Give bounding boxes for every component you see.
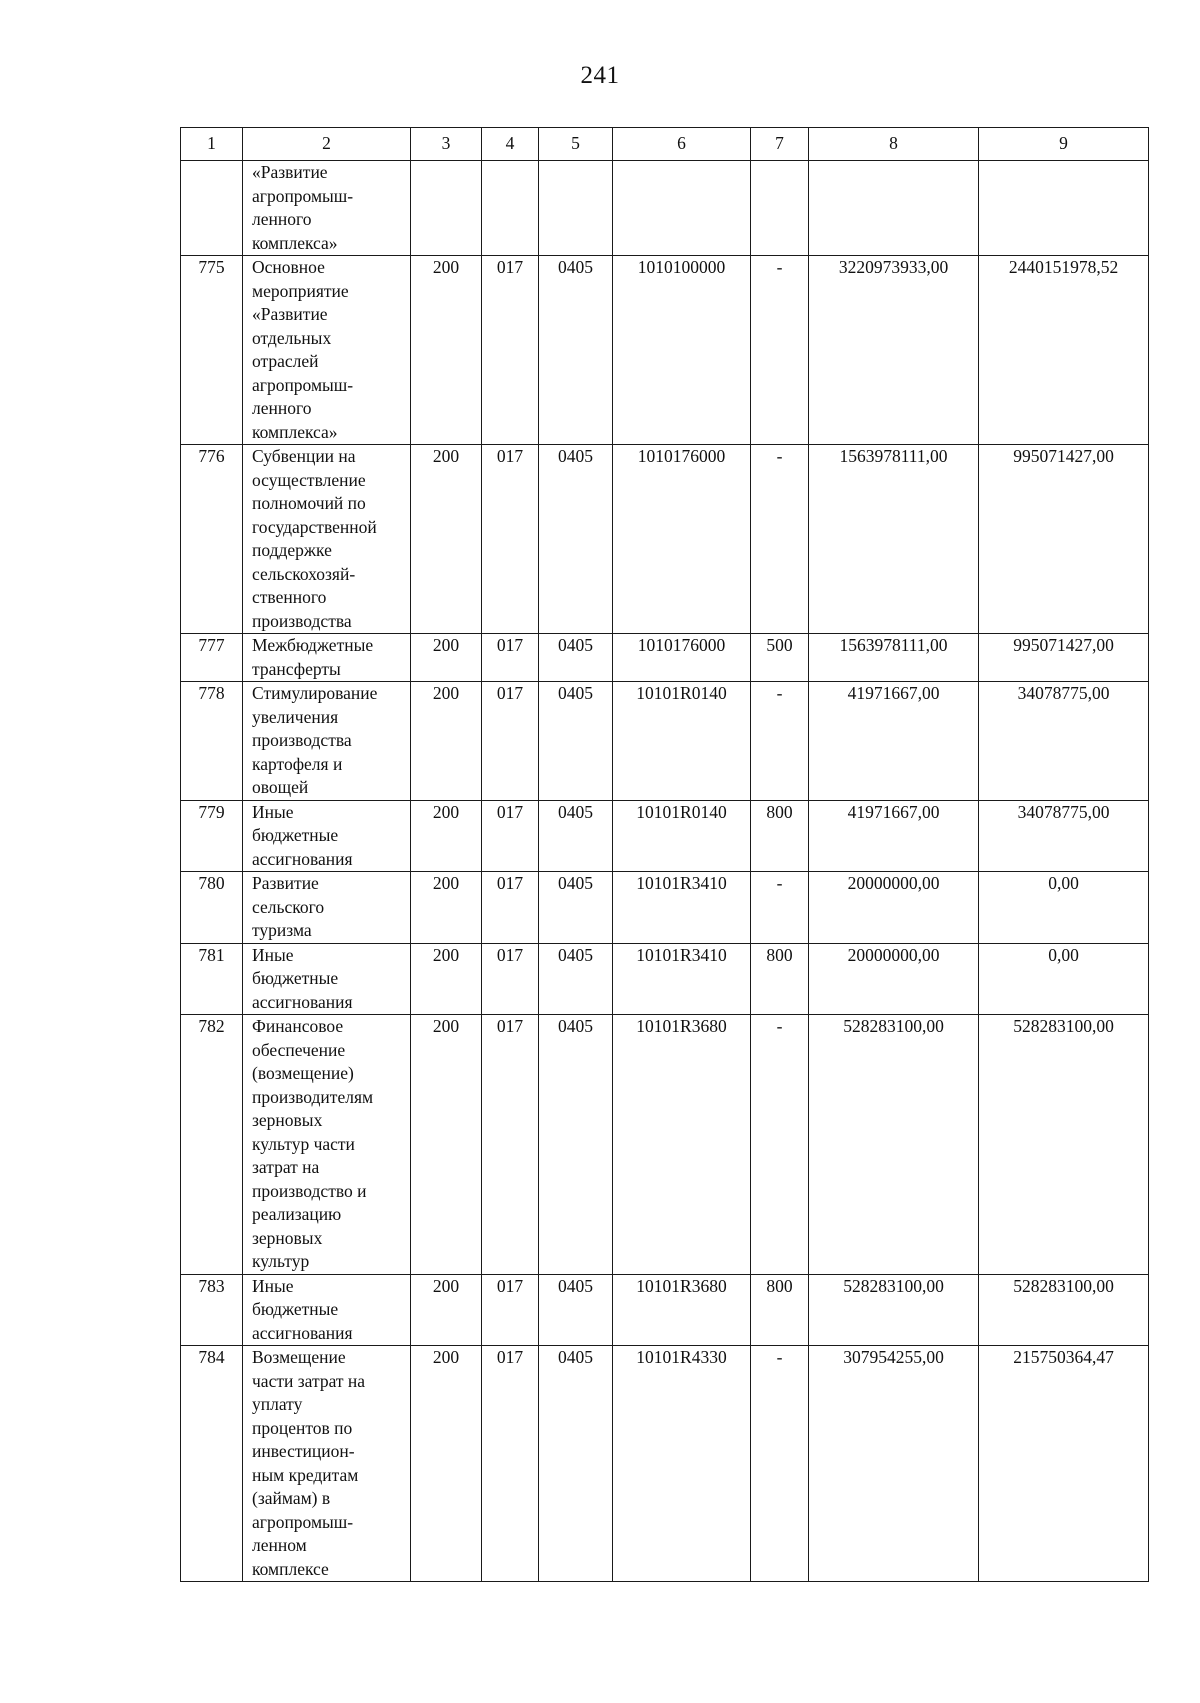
table-cell-col-4: 017 xyxy=(482,800,539,872)
table-cell-col-1: 782 xyxy=(181,1015,243,1275)
table-cell-col-8: 41971667,00 xyxy=(809,682,979,801)
table-cell-col-2: Основное мероприятие «Развитие отдельных отраслей агропромыш- ленного комплекса» xyxy=(243,256,411,445)
table-cell-col-1: 781 xyxy=(181,943,243,1015)
table-cell-col-8: 1563978111,00 xyxy=(809,445,979,634)
column-header: 2 xyxy=(243,128,411,161)
table-cell-col-7: - xyxy=(751,1346,809,1582)
table-cell-col-8: 41971667,00 xyxy=(809,800,979,872)
table-row xyxy=(181,1346,1149,1582)
table-cell-col-3: 200 xyxy=(411,943,482,1015)
table-row xyxy=(181,800,1149,872)
table-cell-col-6: 10101R3680 xyxy=(613,1015,751,1275)
table-cell-col-3: 200 xyxy=(411,1274,482,1346)
column-header: 6 xyxy=(613,128,751,161)
table-cell-col-9: 995071427,00 xyxy=(979,634,1149,682)
table-cell-col-8 xyxy=(809,161,979,256)
table-cell-col-1: 778 xyxy=(181,682,243,801)
table-cell-col-3: 200 xyxy=(411,445,482,634)
table-cell-col-5: 0405 xyxy=(539,1274,613,1346)
table-cell-col-4: 017 xyxy=(482,445,539,634)
table-cell-col-2: Иные бюджетные ассигнования xyxy=(243,800,411,872)
table-cell-col-6: 10101R0140 xyxy=(613,682,751,801)
table-cell-col-4 xyxy=(482,161,539,256)
table-cell-col-4: 017 xyxy=(482,872,539,944)
table-cell-col-6: 1010176000 xyxy=(613,634,751,682)
table-cell-col-9: 0,00 xyxy=(979,872,1149,944)
column-header: 4 xyxy=(482,128,539,161)
table-cell-col-5 xyxy=(539,161,613,256)
table-cell-col-1: 775 xyxy=(181,256,243,445)
table-cell-col-7 xyxy=(751,161,809,256)
table-cell-col-5: 0405 xyxy=(539,872,613,944)
table-cell-col-6: 10101R3410 xyxy=(613,943,751,1015)
table-cell-col-9: 0,00 xyxy=(979,943,1149,1015)
table-cell-col-2: Стимулирование увеличения производства картофеля и овощей xyxy=(243,682,411,801)
table-cell-col-5: 0405 xyxy=(539,634,613,682)
table-cell-col-9: 2440151978,52 xyxy=(979,256,1149,445)
table-cell-col-1: 777 xyxy=(181,634,243,682)
table-cell-col-3: 200 xyxy=(411,1015,482,1275)
table-cell-col-7: 800 xyxy=(751,800,809,872)
table-cell-col-5: 0405 xyxy=(539,943,613,1015)
table-row xyxy=(181,872,1149,944)
table-cell-col-2: Иные бюджетные ассигнования xyxy=(243,1274,411,1346)
table-cell-col-8: 528283100,00 xyxy=(809,1274,979,1346)
column-header: 3 xyxy=(411,128,482,161)
table-cell-col-3: 200 xyxy=(411,800,482,872)
table-cell-col-2: Иные бюджетные ассигнования xyxy=(243,943,411,1015)
table-cell-col-9: 528283100,00 xyxy=(979,1015,1149,1275)
table-cell-col-2: Субвенции на осуществление полномочий по государственной поддержке сельскохозяй- ственного производства xyxy=(243,445,411,634)
table-cell-col-2: Возмещение части затрат на уплату процентов по инвестицион- ным кредитам (займам) в агропромыш- ленном комплексе xyxy=(243,1346,411,1582)
table-cell-col-9: 34078775,00 xyxy=(979,800,1149,872)
table-cell-col-1: 784 xyxy=(181,1346,243,1582)
table-cell-col-7: - xyxy=(751,682,809,801)
table-cell-col-8: 307954255,00 xyxy=(809,1346,979,1582)
table-cell-col-7: 800 xyxy=(751,1274,809,1346)
table-cell-col-9: 34078775,00 xyxy=(979,682,1149,801)
table-cell-col-8: 3220973933,00 xyxy=(809,256,979,445)
table-cell-col-9: 995071427,00 xyxy=(979,445,1149,634)
table-cell-col-4: 017 xyxy=(482,1346,539,1582)
table-cell-col-3: 200 xyxy=(411,1346,482,1582)
column-header: 9 xyxy=(979,128,1149,161)
table-cell-col-5: 0405 xyxy=(539,445,613,634)
table-cell-col-8: 20000000,00 xyxy=(809,872,979,944)
table-cell-col-9 xyxy=(979,161,1149,256)
table-cell-col-9: 215750364,47 xyxy=(979,1346,1149,1582)
table-cell-col-5: 0405 xyxy=(539,256,613,445)
table-row xyxy=(181,161,1149,256)
table-cell-col-8: 1563978111,00 xyxy=(809,634,979,682)
table-cell-col-8: 528283100,00 xyxy=(809,1015,979,1275)
table-cell-col-4: 017 xyxy=(482,1015,539,1275)
table-cell-col-6: 10101R0140 xyxy=(613,800,751,872)
column-header: 1 xyxy=(181,128,243,161)
table-cell-col-2: «Развитие агропромыш- ленного комплекса» xyxy=(243,161,411,256)
table-row xyxy=(181,682,1149,801)
page-number: 241 xyxy=(580,62,620,89)
table-cell-col-7: - xyxy=(751,1015,809,1275)
table-cell-col-7: 500 xyxy=(751,634,809,682)
table-cell-col-5: 0405 xyxy=(539,800,613,872)
table-cell-col-1: 779 xyxy=(181,800,243,872)
column-header: 7 xyxy=(751,128,809,161)
table-cell-col-7: 800 xyxy=(751,943,809,1015)
table-cell-col-1: 776 xyxy=(181,445,243,634)
table-row xyxy=(181,1015,1149,1275)
table-row xyxy=(181,943,1149,1015)
table-cell-col-3 xyxy=(411,161,482,256)
table-cell-col-6: 10101R3410 xyxy=(613,872,751,944)
table-cell-col-8: 20000000,00 xyxy=(809,943,979,1015)
table-header-row xyxy=(181,128,1149,161)
table-cell-col-2: Развитие сельского туризма xyxy=(243,872,411,944)
table-row xyxy=(181,256,1149,445)
table-cell-col-6: 1010176000 xyxy=(613,445,751,634)
column-header: 5 xyxy=(539,128,613,161)
table-row xyxy=(181,634,1149,682)
table-cell-col-7: - xyxy=(751,256,809,445)
budget-table xyxy=(180,127,1149,1582)
table-cell-col-4: 017 xyxy=(482,256,539,445)
table-cell-col-5: 0405 xyxy=(539,682,613,801)
table-row xyxy=(181,445,1149,634)
table-cell-col-4: 017 xyxy=(482,1274,539,1346)
table-cell-col-4: 017 xyxy=(482,682,539,801)
table-cell-col-1: 780 xyxy=(181,872,243,944)
table-cell-col-3: 200 xyxy=(411,872,482,944)
table-cell-col-6: 10101R4330 xyxy=(613,1346,751,1582)
table-cell-col-3: 200 xyxy=(411,256,482,445)
table-cell-col-3: 200 xyxy=(411,634,482,682)
table-cell-col-1 xyxy=(181,161,243,256)
table-cell-col-6 xyxy=(613,161,751,256)
table-cell-col-6: 1010100000 xyxy=(613,256,751,445)
table-cell-col-4: 017 xyxy=(482,943,539,1015)
table-cell-col-7: - xyxy=(751,445,809,634)
table-cell-col-7: - xyxy=(751,872,809,944)
table-cell-col-1: 783 xyxy=(181,1274,243,1346)
table-cell-col-5: 0405 xyxy=(539,1346,613,1582)
table-cell-col-3: 200 xyxy=(411,682,482,801)
table-cell-col-6: 10101R3680 xyxy=(613,1274,751,1346)
table-cell-col-2: Межбюджетные трансферты xyxy=(243,634,411,682)
column-header: 8 xyxy=(809,128,979,161)
table-cell-col-5: 0405 xyxy=(539,1015,613,1275)
table-row xyxy=(181,1274,1149,1346)
table-cell-col-2: Финансовое обеспечение (возмещение) производителям зерновых культур части затрат на производство и реализацию зерновых культур xyxy=(243,1015,411,1275)
table-cell-col-4: 017 xyxy=(482,634,539,682)
table-cell-col-9: 528283100,00 xyxy=(979,1274,1149,1346)
